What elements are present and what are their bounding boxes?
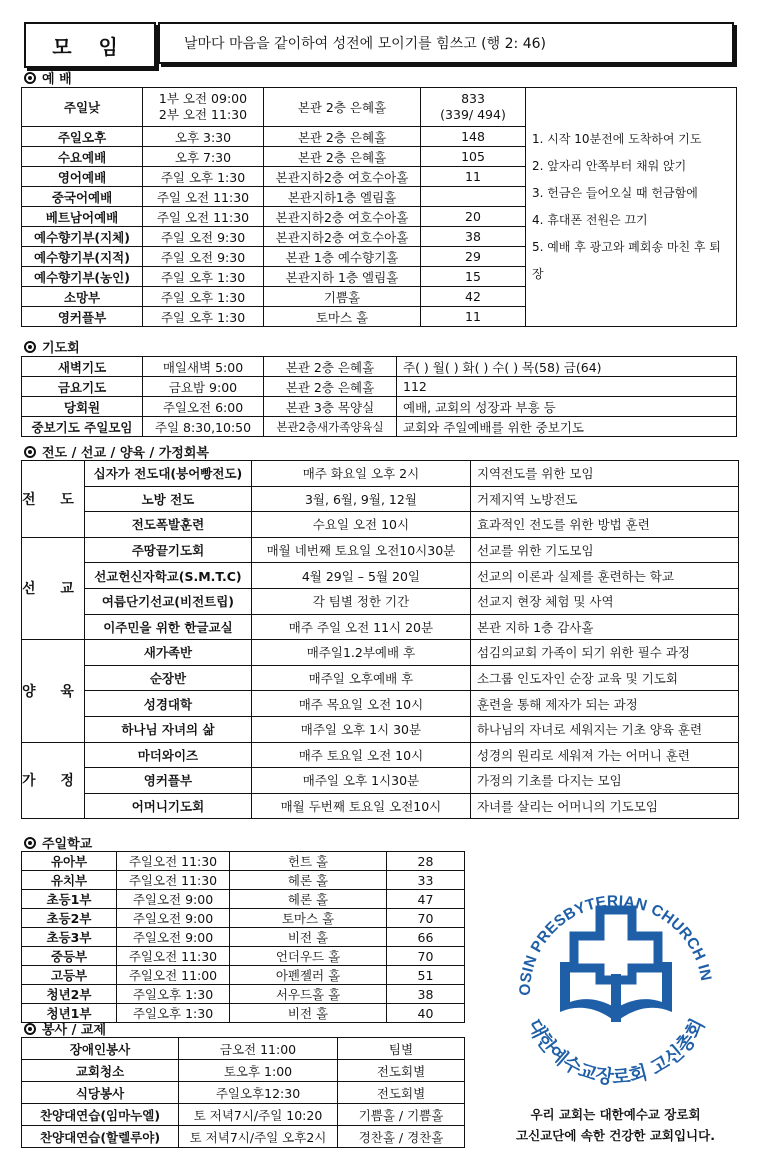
worship-note: 2. 앞자리 안쪽부터 채워 앉기 <box>532 159 687 173</box>
school-name: 청년2부 <box>22 985 117 1004</box>
school-place: 서우드홀 홀 <box>230 985 387 1004</box>
school-name: 중등부 <box>22 947 117 966</box>
school-name: 초등3부 <box>22 928 117 947</box>
worship-count: 15 <box>421 267 526 287</box>
school-count: 38 <box>387 985 465 1004</box>
worship-time: 주일 오후 1:30 <box>143 167 264 187</box>
worship-place: 본관 1층 예수향기홀 <box>264 247 421 267</box>
school-name: 초등1부 <box>22 890 117 909</box>
school-place: 헤론 홀 <box>230 871 387 890</box>
worship-time <box>143 88 264 127</box>
service-team: 전도회별 <box>338 1082 465 1104</box>
worship-note: 4. 휴대폰 전원은 끄기 <box>532 213 648 227</box>
program-name: 십자가 전도대(붕어빵전도) <box>84 461 251 487</box>
table-row <box>22 537 739 563</box>
worship-count <box>421 88 526 127</box>
table-row <box>22 357 737 377</box>
prayer-name: 새벽기도 <box>22 357 143 377</box>
table-row <box>22 871 465 890</box>
table-row <box>22 985 465 1004</box>
program-time: 매주일 오후예배 후 <box>251 665 470 691</box>
logo-cross-book <box>574 910 658 980</box>
program-desc: 본관 지하 1층 감사홀 <box>470 614 738 640</box>
program-time: 매주 주일 오전 11시 20분 <box>251 614 470 640</box>
worship-name: 수요예배 <box>22 147 143 167</box>
prayer-name: 중보기도 주일모임 <box>22 417 143 437</box>
school-time: 주일오전 9:00 <box>117 890 230 909</box>
table-row <box>22 793 739 819</box>
program-desc: 선교의 이론과 실제를 훈련하는 학교 <box>470 563 738 589</box>
prayer-note: 주( ) 월( ) 화( ) 수( ) 목(58) 금(64) <box>397 357 737 377</box>
worship-time: 주일 오전 9:30 <box>143 227 264 247</box>
school-place: 비전 홀 <box>230 928 387 947</box>
program-time: 3월, 6월, 9월, 12월 <box>251 486 470 512</box>
worship-time: 주일 오전 11:30 <box>143 187 264 207</box>
worship-time: 주일 오후 1:30 <box>143 287 264 307</box>
group-label: 가 정 <box>22 742 85 819</box>
school-name: 고등부 <box>22 966 117 985</box>
school-place: 비전 홀 <box>230 1004 387 1023</box>
school-time: 주일오후 1:30 <box>117 1004 230 1023</box>
program-name: 어머니기도회 <box>84 793 251 819</box>
worship-name: 베트남어예배 <box>22 207 143 227</box>
school-time: 주일오전 11:30 <box>117 871 230 890</box>
program-name: 여름단기선교(비전트립) <box>84 588 251 614</box>
prayer-time: 주일오전 6:00 <box>143 397 264 417</box>
prayer-section-title <box>24 337 80 356</box>
service-name: 교회청소 <box>22 1060 179 1082</box>
worship-name: 주일낮 <box>22 88 143 127</box>
program-time: 매월 네번째 토요일 오전10시30분 <box>251 537 470 563</box>
school-time: 주일오전 9:00 <box>117 909 230 928</box>
program-time: 수요일 오전 10시 <box>251 512 470 538</box>
worship-time: 주일 오전 11:30 <box>143 207 264 227</box>
program-desc: 거제지역 노방전도 <box>470 486 738 512</box>
worship-place: 본관 2층 은혜홀 <box>264 127 421 147</box>
mission-section-title <box>24 442 209 461</box>
school-count: 70 <box>387 947 465 966</box>
program-desc: 지역전도를 위한 모임 <box>470 461 738 487</box>
program-desc: 소그룹 인도자인 순장 교육 및 기도회 <box>470 665 738 691</box>
school-time: 주일오전 11:00 <box>117 966 230 985</box>
table-row <box>22 966 465 985</box>
service-time: 토 저녁7시/주일 오후2시 <box>179 1126 338 1148</box>
kosin-logo <box>500 862 732 1094</box>
worship-place: 본관지하2층 여호수아홀 <box>264 167 421 187</box>
worship-place: 본관지하 1층 엘림홀 <box>264 267 421 287</box>
table-row <box>22 947 465 966</box>
bullet-icon <box>24 341 36 353</box>
worship-time: 주일 오후 1:30 <box>143 307 264 327</box>
prayer-note: 교회와 주일예배를 위한 중보기도 <box>397 417 737 437</box>
program-desc: 하나님의 자녀로 세워지는 기초 양육 훈련 <box>470 716 738 742</box>
worship-place: 기쁨홀 <box>264 287 421 307</box>
prayer-name: 당회원 <box>22 397 143 417</box>
program-name: 노방 전도 <box>84 486 251 512</box>
school-name: 청년1부 <box>22 1004 117 1023</box>
program-desc: 가정의 기초를 다지는 모임 <box>470 768 738 794</box>
worship-note: 3. 헌금은 들어오실 때 헌금함에 <box>532 186 698 200</box>
service-name: 식당봉사 <box>22 1082 179 1104</box>
service-name: 찬양대연습(할렐루야) <box>22 1126 179 1148</box>
sunday-school-title: 주일학교 <box>42 837 93 852</box>
bullet-icon <box>24 446 36 458</box>
service-time: 금오전 11:00 <box>179 1038 338 1060</box>
worship-title: 예 배 <box>42 72 72 87</box>
table-row <box>22 1060 465 1082</box>
worship-place: 토마스 홀 <box>264 307 421 327</box>
prayer-time: 매일새벽 5:00 <box>143 357 264 377</box>
worship-name: 예수향기부(지적) <box>22 247 143 267</box>
program-time: 각 팀별 정한 기간 <box>251 588 470 614</box>
service-team: 팀별 <box>338 1038 465 1060</box>
logo-outer-text: OSIN PRESBYTERIAN CHURCH IN <box>516 892 715 996</box>
service-section-title <box>24 1019 106 1038</box>
program-name: 전도폭발훈련 <box>84 512 251 538</box>
worship-place: 본관지하2층 여호수아홀 <box>264 227 421 247</box>
school-time: 주일오후 1:30 <box>117 985 230 1004</box>
worship-time: 주일 오후 1:30 <box>143 267 264 287</box>
table-row <box>22 588 739 614</box>
table-row <box>22 563 739 589</box>
worship-notes <box>526 88 737 327</box>
table-row <box>22 928 465 947</box>
service-name: 찬양대연습(임마누엘) <box>22 1104 179 1126</box>
service-title: 봉사 / 교제 <box>42 1023 107 1038</box>
table-row <box>22 716 739 742</box>
prayer-name: 금요기도 <box>22 377 143 397</box>
service-time: 주일오후12:30 <box>179 1082 338 1104</box>
group-label: 선 교 <box>22 537 85 639</box>
worship-count-split: (339/ 494) <box>440 107 506 122</box>
caption-line: 우리 교회는 대한예수교 장로회 <box>530 1107 701 1122</box>
table-row <box>22 768 739 794</box>
worship-time: 주일 오전 9:30 <box>143 247 264 267</box>
table-row <box>22 1126 465 1148</box>
worship-time-line2: 2부 오전 11:30 <box>158 107 248 122</box>
program-time: 매주 화요일 오후 2시 <box>251 461 470 487</box>
table-row <box>22 665 739 691</box>
prayer-time: 주일 8:30,10:50 <box>143 417 264 437</box>
worship-count: 42 <box>421 287 526 307</box>
school-count: 70 <box>387 909 465 928</box>
worship-time: 오후 3:30 <box>143 127 264 147</box>
caption-line: 고신교단에 속한 건강한 교회입니다. <box>516 1128 715 1143</box>
worship-time: 오후 7:30 <box>143 147 264 167</box>
service-team: 경찬홀 / 경찬홀 <box>338 1126 465 1148</box>
program-name: 영커플부 <box>84 768 251 794</box>
program-name: 새가족반 <box>84 640 251 666</box>
service-team: 전도회별 <box>338 1060 465 1082</box>
worship-count-total: 833 <box>461 91 485 106</box>
program-desc: 효과적인 전도를 위한 방법 훈련 <box>470 512 738 538</box>
school-count: 28 <box>387 852 465 871</box>
table-row <box>22 512 739 538</box>
program-name: 마더와이즈 <box>84 742 251 768</box>
worship-note: 1. 시작 10분전에 도착하여 기도 <box>532 132 702 146</box>
school-place: 헌트 홀 <box>230 852 387 871</box>
program-desc: 섬김의교회 가족이 되기 위한 필수 과정 <box>470 640 738 666</box>
prayer-title: 기도회 <box>42 341 80 356</box>
group-label: 전 도 <box>22 461 85 538</box>
worship-name: 예수향기부(지체) <box>22 227 143 247</box>
worship-count: 20 <box>421 207 526 227</box>
program-time: 매주일 오후 1시 30분 <box>251 716 470 742</box>
bullet-icon <box>24 837 36 849</box>
worship-table <box>21 87 737 327</box>
worship-count: 38 <box>421 227 526 247</box>
table-row <box>22 88 737 127</box>
worship-count: 11 <box>421 307 526 327</box>
table-row <box>22 1082 465 1104</box>
logo-inner-text: 대한예수교장로회 고신총회 <box>522 1015 710 1089</box>
worship-count: 29 <box>421 247 526 267</box>
bullet-icon <box>24 72 36 84</box>
prayer-place: 본관 2층 은혜홀 <box>264 357 397 377</box>
service-name: 장애인봉사 <box>22 1038 179 1060</box>
table-row <box>22 852 465 871</box>
prayer-place: 본관 2층 은혜홀 <box>264 377 397 397</box>
school-count: 47 <box>387 890 465 909</box>
program-desc: 성경의 원리로 세워져 가는 어머니 훈련 <box>470 742 738 768</box>
program-time: 4월 29일 – 5월 20일 <box>251 563 470 589</box>
prayer-note: 예배, 교회의 성장과 부흥 등 <box>397 397 737 417</box>
logo-caption <box>478 1104 753 1146</box>
school-name: 초등2부 <box>22 909 117 928</box>
table-row <box>22 890 465 909</box>
service-time: 토오후 1:00 <box>179 1060 338 1082</box>
worship-count: 11 <box>421 167 526 187</box>
program-desc: 선교를 위한 기도모임 <box>470 537 738 563</box>
worship-time-line1: 1부 오전 09:00 <box>158 91 248 106</box>
worship-place: 본관지하1층 엘림홀 <box>264 187 421 207</box>
worship-note: 5. 예배 후 광고와 폐회송 마친 후 퇴장 <box>532 240 721 281</box>
mission-title: 전도 / 선교 / 양육 / 가정회복 <box>42 446 209 461</box>
prayer-time: 금요밤 9:00 <box>143 377 264 397</box>
prayer-place: 본관 3층 목양실 <box>264 397 397 417</box>
worship-name: 영커플부 <box>22 307 143 327</box>
table-row <box>22 640 739 666</box>
worship-section-title <box>24 68 72 87</box>
program-time: 매월 두번째 토요일 오전10시 <box>251 793 470 819</box>
program-desc: 자녀를 살리는 어머니의 기도모임 <box>470 793 738 819</box>
table-row <box>22 377 737 397</box>
worship-count: 148 <box>421 127 526 147</box>
program-name: 순장반 <box>84 665 251 691</box>
worship-count: 105 <box>421 147 526 167</box>
mission-table <box>21 460 739 819</box>
school-count: 51 <box>387 966 465 985</box>
program-name: 주땅끝기도회 <box>84 537 251 563</box>
worship-name: 주일오후 <box>22 127 143 147</box>
table-row <box>22 909 465 928</box>
program-time: 매주일1.2부예배 후 <box>251 640 470 666</box>
table-row <box>22 1038 465 1060</box>
table-row <box>22 397 737 417</box>
sunday-school-table <box>21 851 465 1023</box>
school-name: 유아부 <box>22 852 117 871</box>
group-label: 양 육 <box>22 640 85 742</box>
worship-name: 영어예배 <box>22 167 143 187</box>
service-table <box>21 1037 465 1148</box>
program-desc: 선교지 현장 체험 및 사역 <box>470 588 738 614</box>
program-name: 하나님 자녀의 삶 <box>84 716 251 742</box>
prayer-note: 112 <box>397 377 737 397</box>
school-place: 헤론 홀 <box>230 890 387 909</box>
table-row <box>22 461 739 487</box>
bullet-icon <box>24 1023 36 1035</box>
table-row <box>22 742 739 768</box>
program-name: 이주민을 위한 한글교실 <box>84 614 251 640</box>
worship-count <box>421 187 526 207</box>
table-row <box>22 691 739 717</box>
table-row <box>22 614 739 640</box>
page-title: 모 임 <box>24 22 156 68</box>
prayer-table <box>21 356 737 437</box>
program-name: 성경대학 <box>84 691 251 717</box>
school-place: 아펜젤러 홀 <box>230 966 387 985</box>
bible-verse: 날마다 마음을 같이하여 성전에 모이기를 힘쓰고 (행 2: 46) <box>158 22 734 64</box>
program-time: 매주일 오후 1시30분 <box>251 768 470 794</box>
worship-place: 본관지하2층 여호수아홀 <box>264 207 421 227</box>
worship-name: 예수향기부(농인) <box>22 267 143 287</box>
program-name: 선교헌신자학교(S.M.T.C) <box>84 563 251 589</box>
table-row <box>22 486 739 512</box>
school-place: 토마스 홀 <box>230 909 387 928</box>
school-place: 언더우드 홀 <box>230 947 387 966</box>
sunday-school-section-title <box>24 833 92 852</box>
program-time: 매주 토요일 오전 10시 <box>251 742 470 768</box>
worship-name: 소망부 <box>22 287 143 307</box>
service-team: 기쁨홀 / 기쁨홀 <box>338 1104 465 1126</box>
school-time: 주일오전 9:00 <box>117 928 230 947</box>
worship-place: 본관 2층 은혜홀 <box>264 147 421 167</box>
school-time: 주일오전 11:30 <box>117 852 230 871</box>
school-count: 66 <box>387 928 465 947</box>
program-time: 매주 목요일 오전 10시 <box>251 691 470 717</box>
kosin-logo-icon <box>500 862 732 1094</box>
table-row <box>22 1104 465 1126</box>
school-count: 40 <box>387 1004 465 1023</box>
school-count: 33 <box>387 871 465 890</box>
worship-place: 본관 2층 은혜홀 <box>264 88 421 127</box>
prayer-place: 본관2층새가족양육실 <box>264 417 397 437</box>
service-time: 토 저녁7시/주일 10:20 <box>179 1104 338 1126</box>
school-name: 유치부 <box>22 871 117 890</box>
program-desc: 훈련을 통해 제자가 되는 과정 <box>470 691 738 717</box>
worship-name: 중국어예배 <box>22 187 143 207</box>
school-time: 주일오전 11:30 <box>117 947 230 966</box>
table-row <box>22 417 737 437</box>
